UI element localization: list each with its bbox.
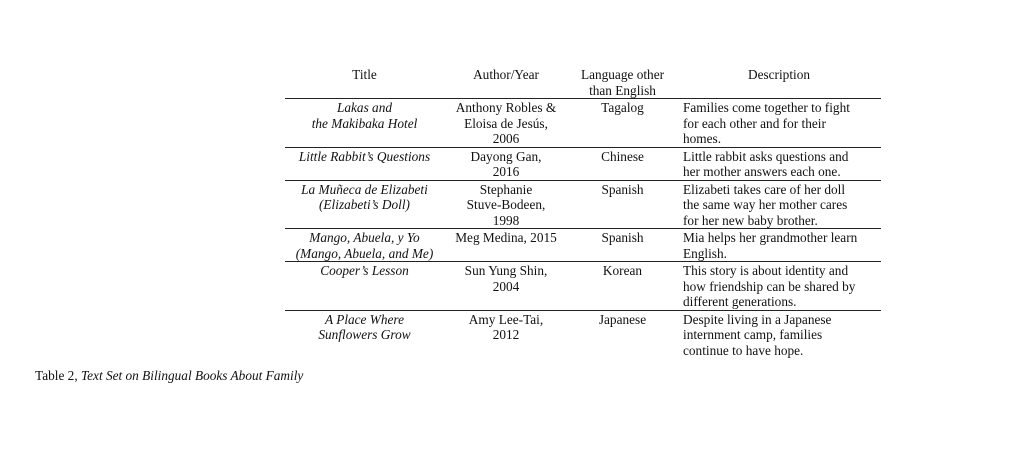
author-line: Stephanie (479, 181, 533, 197)
description-line: Elizabeti takes care of her doll (683, 181, 846, 197)
description-line: This story is about identity and (683, 263, 849, 278)
description-line: continue to have hope. (683, 342, 804, 358)
table-row (285, 99, 881, 148)
author-line: Amy Lee-Tai, (468, 311, 544, 327)
cell-book-title (285, 99, 444, 148)
author-line: 1998 (492, 212, 520, 228)
cell-description (677, 180, 881, 229)
table-row (285, 310, 881, 358)
author-line: Dayong Gan, (470, 148, 542, 164)
description-line: for each other and for their (683, 115, 826, 131)
author-line: 2006 (492, 131, 520, 146)
cell-book-title (285, 262, 444, 311)
table-row (285, 262, 881, 311)
cell-author-year (444, 229, 568, 262)
author-line: Stuve-Bodeen, (466, 197, 546, 212)
author-line: 2004 (492, 278, 520, 294)
description-line: Families come together to fight (683, 100, 850, 115)
title-line: Mango, Abuela, y Yo (309, 230, 420, 245)
cell-author-year (444, 180, 568, 229)
caption-label: Table 2, (35, 368, 78, 383)
bilingual-books-table-container (285, 64, 881, 358)
author-line: Eloisa de Jesús, (464, 115, 548, 131)
author-line: 2016 (492, 164, 520, 179)
cell-author-year (444, 147, 568, 180)
description-line: Little rabbit asks questions and (683, 148, 849, 164)
header-row (285, 64, 881, 99)
description-line: internment camp, families (683, 327, 823, 342)
title-line: (Elizabeti’s Doll) (319, 197, 410, 212)
cell-description (677, 147, 881, 180)
header-title: Title (285, 64, 444, 99)
cell-language: Japanese (598, 311, 647, 327)
author-line: Anthony Robles & (455, 100, 557, 115)
description-line: English. (683, 245, 727, 261)
table-row (285, 229, 881, 262)
title-line: Little Rabbit’s Questions (298, 148, 431, 164)
title-line: La Muñeca de Elizabeti (301, 181, 428, 197)
cell-book-title (285, 147, 444, 180)
title-line: Cooper’s Lesson (320, 263, 409, 278)
cell-language: Spanish (568, 180, 677, 229)
cell-language: Spanish (568, 229, 677, 262)
header-author-year: Author/Year (444, 64, 568, 99)
title-line: (Mango, Abuela, and Me) (295, 245, 434, 261)
description-line: for her new baby brother. (683, 212, 818, 228)
table-row (285, 147, 881, 180)
cell-author-year (444, 262, 568, 311)
header-description: Description (677, 64, 881, 99)
description-line: Mia helps her grandmother learn (683, 230, 858, 245)
description-line: her mother answers each one. (683, 164, 841, 179)
bilingual-books-table (285, 64, 881, 358)
cell-book-title (285, 229, 444, 262)
cell-book-title (285, 310, 444, 358)
cell-description (677, 99, 881, 148)
author-line: 2012 (492, 327, 520, 342)
table-body (285, 99, 881, 359)
cell-description (677, 229, 881, 262)
header-language-line: than English (589, 82, 656, 98)
cell-author-year (444, 310, 568, 358)
description-line: how friendship can be shared by (683, 278, 856, 294)
cell-language: Tagalog (568, 99, 677, 148)
title-line: Sunflowers Grow (318, 327, 411, 342)
cell-language: Chinese (568, 147, 677, 180)
description-line: Despite living in a Japanese (683, 311, 832, 327)
cell-author-year (444, 99, 568, 148)
author-line: Sun Yung Shin, (464, 263, 548, 278)
table-caption (35, 368, 303, 384)
description-line: homes. (683, 131, 722, 146)
cell-language: Korean (568, 262, 677, 311)
header-language-line: Language other (580, 67, 665, 82)
author-line: Meg Medina, 2015 (455, 230, 557, 245)
caption-title: Text Set on Bilingual Books About Family (80, 368, 304, 383)
description-line: different generations. (683, 294, 797, 309)
table-row (285, 180, 881, 229)
cell-book-title (285, 180, 444, 229)
title-line: Lakas and (336, 100, 393, 115)
cell-description (677, 310, 881, 358)
table-header (285, 64, 881, 99)
description-line: the same way her mother cares (683, 197, 848, 212)
title-line: A Place Where (324, 311, 404, 327)
title-line: the Makibaka Hotel (311, 115, 418, 131)
header-language (568, 64, 677, 99)
cell-description (677, 262, 881, 311)
